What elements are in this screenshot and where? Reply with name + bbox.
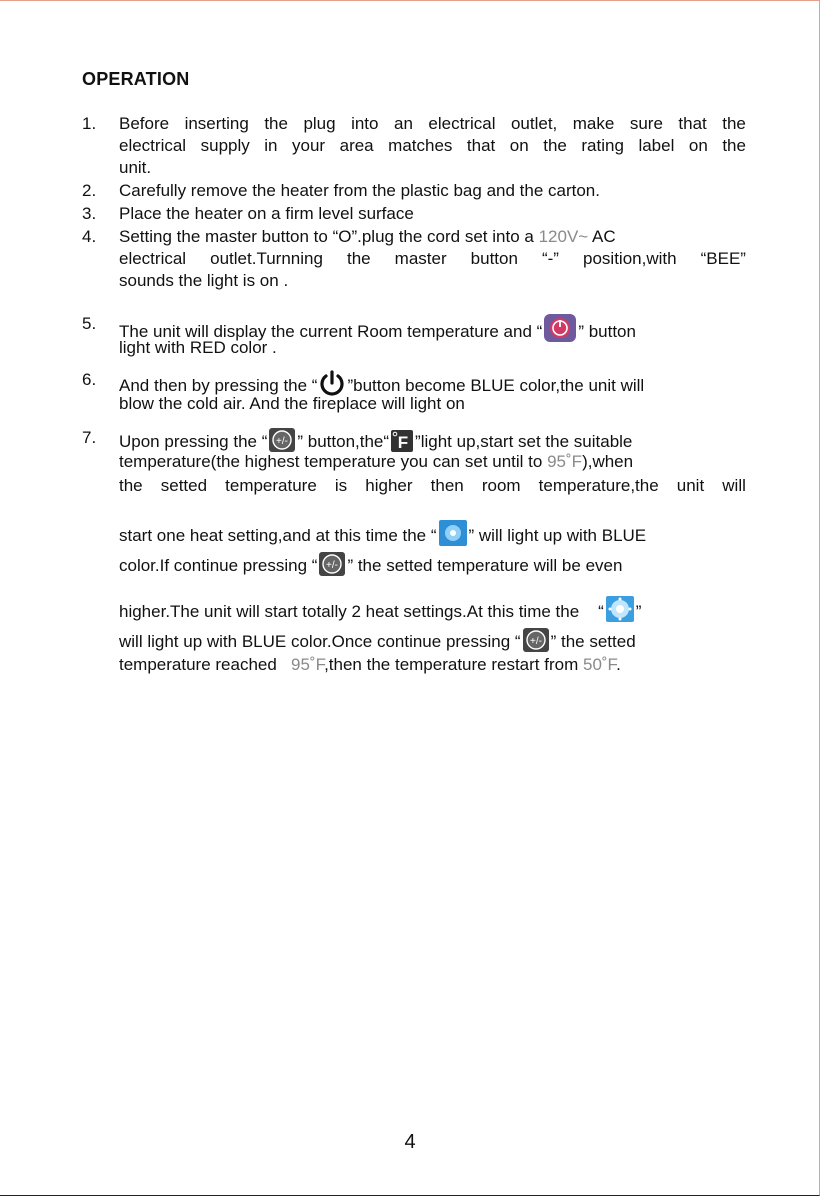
svg-text:+/-: +/- xyxy=(326,560,339,571)
list-item-4: 4. Setting the master button to “O”.plug the cord set into a 120V~ AC electrical outlet.Turnning the master button “-” position,with “BEE” sounds the light is on . xyxy=(82,227,746,290)
item-1-line-1: Before inserting the plug into an electrical outlet, make sure that the xyxy=(119,114,746,133)
plus-minus-icon xyxy=(318,551,346,583)
item-2-line-1: Carefully remove the heater from the plastic bag and the carton. xyxy=(119,181,600,200)
svg-text:+/-: +/- xyxy=(276,436,289,447)
item-4-line-2: electrical outlet.Turnning the master button “-” position,with “BEE” xyxy=(119,249,746,268)
item-6-line-2: blow the cold air. And the fireplace will light on xyxy=(119,394,465,413)
heat-high-icon xyxy=(605,595,635,629)
item-7-line-7: will light up with BLUE color.Once continue pressing “ +/- ” the setted xyxy=(119,627,636,659)
item-7-line-1: Upon pressing the “ +/- ” button,the“ F ”light up,start set the suitable xyxy=(119,427,632,459)
item-7-line-3: the setted temperature is higher then room temperature,the unit will xyxy=(119,476,746,495)
svg-text:+/-: +/- xyxy=(529,636,542,647)
list-item-7: 7. Upon pressing the “ +/- ” button,the“ F ”light up,start set the suitable temperature(the highest temperature you can set until to 95˚F),when the setted temperature is higher then room temperature,the unit will start one heat setting,and at this time the “ ” will light up with BLUE color.If continue pressing “ +/- ” the setted temperature will be even higher.The unit will start totally 2 heat settings.At this time the “ ” will light up with BLUE color.Once continue pressing “ +/- ” the setted temperature reached 95˚F,then the temperature restart from 50˚F. xyxy=(82,428,746,674)
list-item-1: 1. Before inserting the plug into an electrical outlet, make sure that the electrical supply in your area matches that on the rating label on the unit. xyxy=(82,114,746,177)
item-1-line-2: electrical supply in your area matches that on the rating label on the xyxy=(119,136,746,155)
list-item-3: 3. Place the heater on a firm level surface xyxy=(82,204,414,223)
list-item-2: 2. Carefully remove the heater from the plastic bag and the carton. xyxy=(82,181,600,200)
item-3-line-1: Place the heater on a firm level surface xyxy=(119,204,414,223)
section-heading: OPERATION xyxy=(82,69,190,89)
voltage-value: 120V~ xyxy=(538,227,589,246)
item-5-line-1: The unit will display the current Room temperature and “ ” button xyxy=(119,313,636,349)
svg-text:F: F xyxy=(397,433,409,452)
min-temp-value: 50˚F xyxy=(582,655,617,674)
item-7-line-4: start one heat setting,and at this time the “ ” will light up with BLUE xyxy=(119,519,646,553)
item-7-line-8: temperature reached 95˚F,then the temperature restart from 50˚F. xyxy=(119,655,621,674)
max-temp-value: 95˚F xyxy=(291,655,325,674)
max-temp-value: 95˚F xyxy=(547,452,583,471)
page-number: 4 xyxy=(404,1131,416,1153)
item-5-line-2: light with RED color . xyxy=(119,338,277,357)
item-7-line-2: temperature(the highest temperature you can set until to 95˚F),when xyxy=(119,452,634,471)
power-red-icon xyxy=(543,313,577,349)
heat-low-icon xyxy=(438,519,468,553)
item-1-line-3: unit. xyxy=(119,158,152,177)
list-item-6: 6. And then by pressing the “ ”button become BLUE color,the unit will blow the cold air. And the fireplace will light on xyxy=(82,370,645,413)
item-6-line-1: And then by pressing the “ ”button become BLUE color,the unit will xyxy=(119,369,644,403)
item-7-line-6: higher.The unit will start totally 2 heat settings.At this time the “ ” xyxy=(119,595,641,629)
list-item-5: 5. The unit will display the current Room temperature and “ ” button light with RED color . xyxy=(82,314,636,357)
item-4-line-3: sounds the light is on . xyxy=(119,271,289,290)
item-4-line-1: Setting the master button to “O”.plug the cord set into a 120V~ AC xyxy=(119,227,616,246)
item-7-line-5: color.If continue pressing “ +/- ” the setted temperature will be even xyxy=(119,551,622,583)
